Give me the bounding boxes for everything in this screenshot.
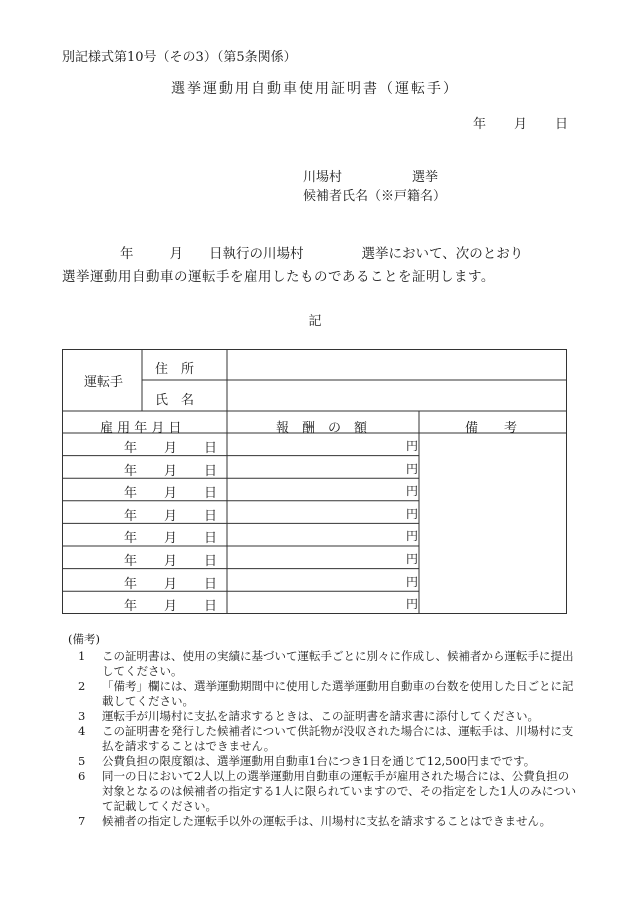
issue-date bbox=[451, 113, 568, 132]
note-item bbox=[68, 709, 578, 724]
row-month-label: 月 bbox=[164, 463, 178, 479]
table-row bbox=[62, 523, 227, 545]
row-yen-label: 円 bbox=[406, 439, 419, 453]
form-reference: 別記様式第10号（その3）（第5条関係） bbox=[62, 50, 297, 65]
note-number: 5 bbox=[78, 754, 86, 768]
note-item bbox=[68, 814, 578, 829]
note-text: 運転手が川場村に支払を請求するときは、この証明書を請求書に添付してください。 bbox=[102, 709, 539, 723]
statement-year: 年 bbox=[120, 246, 134, 262]
row-month-label: 月 bbox=[164, 599, 178, 615]
row-year-label: 年 bbox=[124, 508, 138, 524]
table-row bbox=[62, 546, 227, 568]
candidate-name-label: 候補者氏名（※戸籍名） bbox=[303, 189, 447, 204]
statement-part2: 選挙において、次のとおり bbox=[361, 246, 524, 262]
note-number: 6 bbox=[78, 769, 86, 783]
notes-list bbox=[68, 649, 578, 829]
note-item bbox=[68, 724, 578, 754]
col-header-notes: 備 考 bbox=[465, 421, 518, 436]
row-day-label: 日 bbox=[204, 441, 218, 456]
note-item bbox=[68, 679, 578, 709]
table-row bbox=[62, 456, 227, 478]
note-number: 1 bbox=[78, 649, 86, 663]
row-month-label: 月 bbox=[164, 531, 178, 547]
statement-line-1 bbox=[62, 242, 523, 262]
note-text: 候補者の指定した運転手以外の運転手は、川場村に支払を請求することはできません。 bbox=[102, 814, 552, 828]
row-year-label: 年 bbox=[124, 576, 138, 592]
statement-part1: 日執行の川場村 bbox=[209, 246, 304, 262]
note-number: 3 bbox=[78, 709, 86, 723]
note-text: 同一の日において2人以上の選挙運動用自動車の運転手が雇用された場合には、公費負担の対象となるのは候補者の指定する1人に限られていますので、その指定をした1人のみについて記載してください。 bbox=[102, 769, 577, 813]
note-text: この証明書は、使用の実績に基づいて運転手ごとに別々に作成し、候補者から運転手に提出してください。 bbox=[102, 649, 574, 678]
row-yen-label: 円 bbox=[406, 552, 419, 566]
row-year-label: 年 bbox=[124, 441, 138, 456]
note-number: 2 bbox=[78, 679, 86, 693]
row-yen-label: 円 bbox=[406, 574, 419, 589]
row-month-label: 月 bbox=[164, 486, 178, 502]
col-header-amount: 報 酬 の 額 bbox=[276, 421, 368, 436]
ki-marker: 記 bbox=[308, 314, 322, 329]
table-row bbox=[62, 478, 227, 500]
note-item bbox=[68, 649, 578, 679]
statement-month: 月 bbox=[169, 246, 183, 262]
note-number: 7 bbox=[78, 814, 86, 828]
row-month-label: 月 bbox=[164, 508, 178, 524]
row-year-label: 年 bbox=[124, 599, 138, 615]
table-row bbox=[62, 501, 227, 523]
table-row bbox=[62, 591, 227, 613]
row-year-label: 年 bbox=[124, 486, 138, 502]
notes-heading: (備考) bbox=[68, 632, 100, 646]
row-day-label: 日 bbox=[204, 554, 218, 569]
row-day-label: 日 bbox=[204, 599, 218, 615]
table-row bbox=[62, 569, 227, 591]
row-day-label: 日 bbox=[204, 463, 218, 479]
driver-label: 運転手 bbox=[84, 375, 124, 390]
row-yen-label: 円 bbox=[406, 529, 419, 544]
date-day-label: 日 bbox=[554, 117, 568, 132]
statement-line-2: 選挙運動用自動車の運転手を雇用したものであることを証明します。 bbox=[62, 269, 495, 285]
row-yen-label: 円 bbox=[406, 461, 419, 476]
row-yen-label: 円 bbox=[406, 484, 419, 499]
note-text: 「備考」欄には、選挙運動期間中に使用した選挙運動用自動車の台数を使用した日ごとに記載してください。 bbox=[102, 679, 574, 708]
row-day-label: 日 bbox=[204, 576, 218, 592]
row-year-label: 年 bbox=[124, 554, 138, 569]
date-year-label: 年 bbox=[472, 117, 486, 132]
note-number: 4 bbox=[78, 724, 86, 738]
row-yen-label: 円 bbox=[406, 506, 419, 521]
village-name: 川場村 bbox=[303, 170, 343, 185]
row-day-label: 日 bbox=[204, 486, 218, 502]
notes-section bbox=[68, 632, 578, 829]
row-month-label: 月 bbox=[164, 441, 178, 456]
row-month-label: 月 bbox=[164, 576, 178, 592]
document-title: 選挙運動用自動車使用証明書（運転手） bbox=[171, 81, 459, 97]
col-header-date: 雇 用 年 月 日 bbox=[100, 421, 182, 436]
date-month-label: 月 bbox=[513, 117, 527, 132]
row-month-label: 月 bbox=[164, 554, 178, 569]
row-year-label: 年 bbox=[124, 463, 138, 479]
row-year-label: 年 bbox=[124, 531, 138, 547]
note-text: 公費負担の限度額は、選挙運動用自動車1台につき1日を通じて12,500円までです。 bbox=[102, 754, 536, 768]
row-day-label: 日 bbox=[204, 531, 218, 547]
note-item bbox=[68, 769, 578, 814]
note-text: この証明書を発行した候補者について供託物が没収された場合には、運転手は、川場村に支払を請求することはできません。 bbox=[102, 724, 574, 753]
election-word: 選挙 bbox=[412, 170, 439, 185]
name-label: 氏 名 bbox=[155, 393, 195, 408]
note-item bbox=[68, 754, 578, 769]
address-label: 住 所 bbox=[155, 362, 195, 377]
row-yen-label: 円 bbox=[406, 597, 419, 612]
table-row bbox=[62, 433, 227, 455]
row-day-label: 日 bbox=[204, 508, 218, 524]
election-line bbox=[303, 166, 438, 185]
